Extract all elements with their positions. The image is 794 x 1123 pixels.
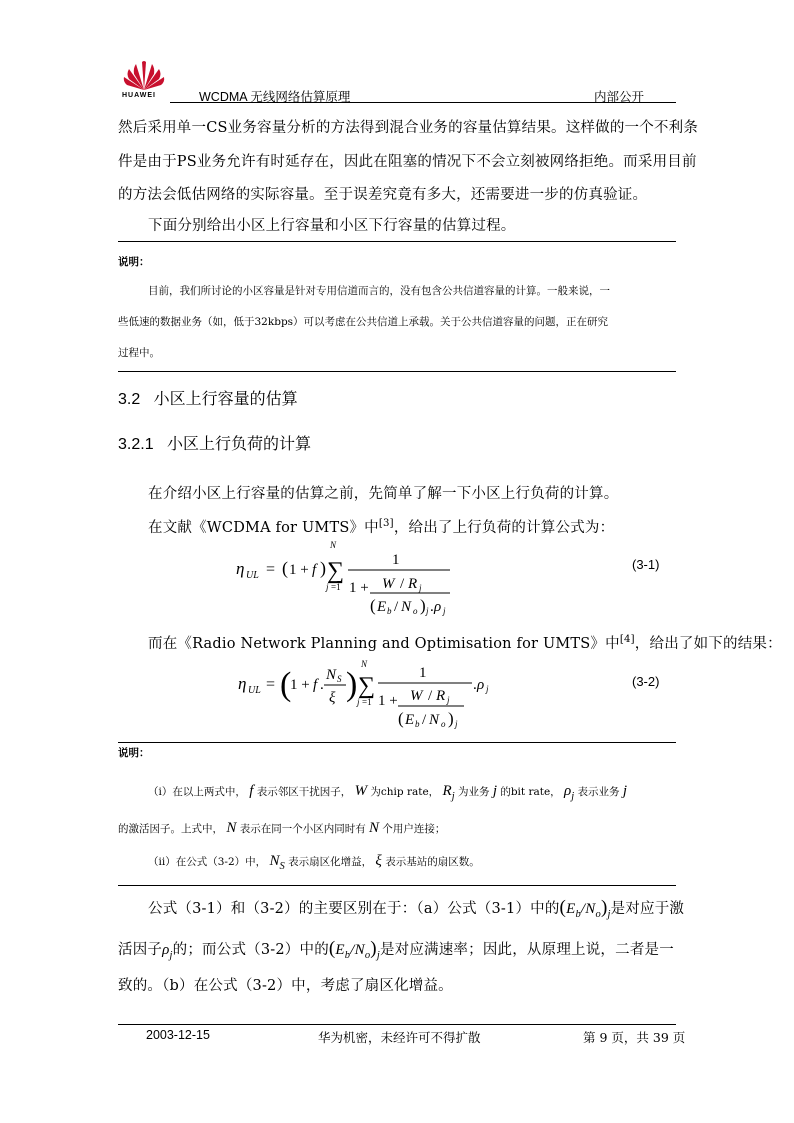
note2-ii-line	[148, 853, 480, 875]
svg-text:b: b	[415, 719, 420, 729]
svg-text:N: N	[361, 659, 368, 669]
note2-ii-text-c: 表示基站的扇区数。	[385, 856, 480, 868]
para3-l1-text-a: 公式（3-1）和（3-2）的主要区别在于：（a）公式（3-1）中的	[148, 901, 560, 917]
subsection-heading	[118, 431, 311, 454]
note1-label: 说明：	[118, 256, 150, 268]
symbol-w: W	[354, 783, 368, 799]
header-rule	[170, 102, 676, 103]
footer-rule	[118, 1024, 676, 1025]
svg-text:1 +: 1 +	[349, 580, 369, 596]
svg-text:E: E	[405, 712, 415, 728]
svg-text:/: /	[400, 576, 405, 592]
note2-i-text-c: 为chip rate，	[370, 786, 440, 798]
svg-text:1 +: 1 +	[378, 693, 398, 709]
para1-line2: 件是由于PS业务允许有时延存在，因此在阻塞的情况下不会立刻被网络拒绝。而采用目前	[118, 154, 697, 170]
svg-text:R: R	[436, 688, 446, 704]
section-title: 小区上行容量的估算	[153, 391, 298, 408]
symbol-ns: $N_S$	[269, 853, 285, 872]
symbol-n-2: N	[369, 820, 380, 836]
logo-text: HUAWEI	[122, 92, 156, 99]
footer-confidential: 华为机密，未经许可不得扩散	[318, 1030, 481, 1045]
svg-text:): )	[448, 709, 454, 728]
svg-text:): )	[420, 596, 426, 615]
svg-text:j: j	[419, 583, 422, 593]
svg-text:N: N	[330, 540, 337, 550]
svg-text:1: 1	[419, 665, 427, 681]
equation-3-2	[236, 655, 496, 733]
footer-date: 2003-12-15	[146, 1028, 210, 1042]
svg-text:N: N	[326, 667, 337, 683]
note2-i-text-f: 表示业务	[577, 786, 620, 798]
reference-3: [3]	[378, 518, 394, 529]
note2-i2-text-b: 表示在同一个小区内同时有	[239, 823, 366, 835]
para2-line2-text: 在文献《WCDMA for UMTS》中	[148, 519, 379, 536]
section-number: 3.2	[118, 391, 141, 408]
equation-number-3-2: (3-2)	[632, 674, 660, 689]
svg-text:W: W	[410, 688, 423, 704]
huawei-logo-icon	[122, 60, 166, 92]
svg-text:(: (	[370, 596, 376, 615]
para2-line1: 在介绍小区上行容量的估算之前，先简单了解一下小区上行负荷的计算。	[148, 486, 619, 502]
subsection-number: 3.2.1	[118, 436, 154, 453]
svg-text:W: W	[382, 576, 395, 592]
para1-line4: 下面分别给出小区上行容量和小区下行容量的估算过程。	[148, 218, 516, 234]
note2-ii-text-a: （ii）在公式（3-2）中，	[148, 856, 267, 868]
svg-text:=: =	[266, 676, 276, 693]
svg-text:S: S	[337, 674, 342, 684]
svg-text:=1: =1	[331, 582, 341, 592]
footer-page-number: 第 9 页，共 39 页	[583, 1030, 686, 1045]
note2-i-text-d: 为业务	[457, 786, 490, 798]
note1-bottom-rule	[118, 371, 676, 372]
note2-bottom-rule	[118, 885, 676, 886]
para2-line3-text: 而在《Radio Network Planning and Optimisation for UMTS》中	[148, 635, 620, 652]
para3-line3: 致的。（b）在公式（3-2）中，考虑了扇区化增益。	[118, 978, 453, 994]
para3-line1	[148, 896, 684, 927]
note1-line2: 些低速的数据业务（如，低于32kbps）可以考虑在公共信道上承载。关于公共信道容量的问题，正在研究	[118, 316, 609, 328]
svg-text:1: 1	[392, 552, 400, 568]
svg-text:.: .	[430, 599, 434, 615]
para2-line3	[148, 630, 782, 654]
para1-line3: 的方法会低估网络的实际容量。至于误差究竟有多大，还需要进一步的仿真验证。	[118, 187, 648, 203]
note2-i-text-e: 的bit rate，	[500, 786, 561, 798]
reference-4: [4]	[619, 634, 635, 645]
note1-line3: 过程中。	[118, 347, 160, 359]
svg-text:=1: =1	[362, 697, 372, 707]
svg-text:j: j	[455, 719, 458, 729]
note2-i-text-a: （i）在以上两式中，	[148, 786, 246, 798]
note2-i-text-b: 表示邻区干扰因子，	[256, 786, 352, 798]
note2-ii-text-b: 表示扇区化增益，	[288, 856, 373, 868]
svg-text:R: R	[408, 576, 418, 592]
svg-text:j: j	[443, 606, 446, 616]
para3-line2	[118, 937, 674, 968]
svg-text:): )	[346, 666, 358, 703]
note2-i-line2	[118, 820, 445, 837]
svg-text:UL: UL	[246, 570, 259, 581]
svg-text:∑: ∑	[358, 673, 376, 699]
section-heading	[118, 386, 298, 409]
svg-text:∑: ∑	[327, 558, 345, 584]
svg-text:j: j	[357, 697, 360, 707]
svg-text:.: .	[320, 677, 324, 693]
svg-text:ξ: ξ	[329, 690, 336, 706]
note2-label: 说明：	[118, 747, 150, 759]
svg-text:b: b	[387, 606, 392, 616]
svg-text:f: f	[313, 677, 318, 693]
para3-l2-text-c: 是对应满速率；因此，从原理上说，二者是一	[379, 942, 674, 958]
svg-text:(: (	[282, 558, 288, 578]
svg-text:1 +: 1 +	[290, 677, 310, 693]
svg-text:N: N	[429, 712, 440, 728]
note2-i2-text-c: 个用户连接；	[382, 823, 446, 835]
svg-text:f: f	[312, 562, 317, 578]
svg-text:η: η	[238, 674, 247, 693]
svg-text:ρ: ρ	[434, 599, 442, 615]
svg-text:j: j	[426, 606, 429, 616]
svg-text:.: .	[473, 677, 477, 693]
para2-line2	[148, 514, 614, 538]
para2-line2-post: ，给出了上行负荷的计算公式为：	[393, 519, 615, 536]
para3-l2-text-a: 活因子	[118, 942, 163, 958]
para3-l2-text-b: 的；而公式（3-2）中的	[172, 942, 329, 958]
equation-3-1	[234, 538, 464, 616]
svg-text:j: j	[486, 684, 489, 694]
symbol-xi: ξ	[375, 853, 382, 869]
svg-text:UL: UL	[248, 685, 261, 696]
svg-text:/: /	[422, 712, 427, 728]
para3-l1-text-b: 是对应于激	[610, 901, 685, 917]
svg-text:/: /	[428, 688, 433, 704]
svg-text:o: o	[413, 606, 418, 616]
svg-text:=: =	[266, 561, 276, 578]
para1-line1: 然后采用单一CS业务容量分析的方法得到混合业务的容量估算结果。这样做的一个不利条	[118, 120, 699, 136]
symbol-n: N	[226, 820, 237, 836]
note1-line1: 目前，我们所讨论的小区容量是针对专用信道而言的，没有包含公共信道容量的计算。一般来说，一	[148, 285, 610, 297]
math-rho-j: $\rho_j$	[162, 942, 173, 961]
svg-text:η: η	[236, 559, 245, 578]
equation-number-3-1: (3-1)	[632, 557, 660, 572]
symbol-rho-j: $\rho_j$	[564, 783, 575, 802]
svg-text:N: N	[401, 599, 412, 615]
svg-text:j: j	[326, 582, 329, 592]
svg-text:): )	[320, 558, 326, 578]
para2-line3-post: ，给出了如下的结果：	[634, 635, 782, 652]
svg-text:(: (	[398, 709, 404, 728]
note2-i-line1	[148, 783, 627, 805]
subsection-title: 小区上行负荷的计算	[166, 436, 311, 453]
note2-i2-text-a: 的激活因子。上式中，	[118, 823, 223, 835]
svg-text:(: (	[280, 666, 292, 703]
symbol-rj: $R_j$	[442, 783, 455, 802]
svg-text:E: E	[377, 599, 387, 615]
doc-title: WCDMA 无线网络估算原理	[199, 90, 351, 104]
svg-text:j: j	[447, 695, 450, 705]
svg-text:ρ: ρ	[477, 677, 485, 693]
svg-text:o: o	[441, 719, 446, 729]
math-eb-no-j-2: $(E_b/N_o)_j$	[328, 938, 380, 961]
classification-label: 内部公开	[594, 90, 645, 104]
note2-top-rule	[118, 742, 676, 743]
svg-text:1 +: 1 +	[289, 562, 309, 578]
symbol-j-2: j	[622, 783, 628, 799]
symbol-j: j	[492, 783, 497, 799]
note1-top-rule	[118, 241, 676, 242]
math-eb-no-j: $(E_b/N_o)_j$	[559, 897, 611, 920]
svg-text:/: /	[394, 599, 399, 615]
symbol-f: f	[249, 783, 254, 799]
